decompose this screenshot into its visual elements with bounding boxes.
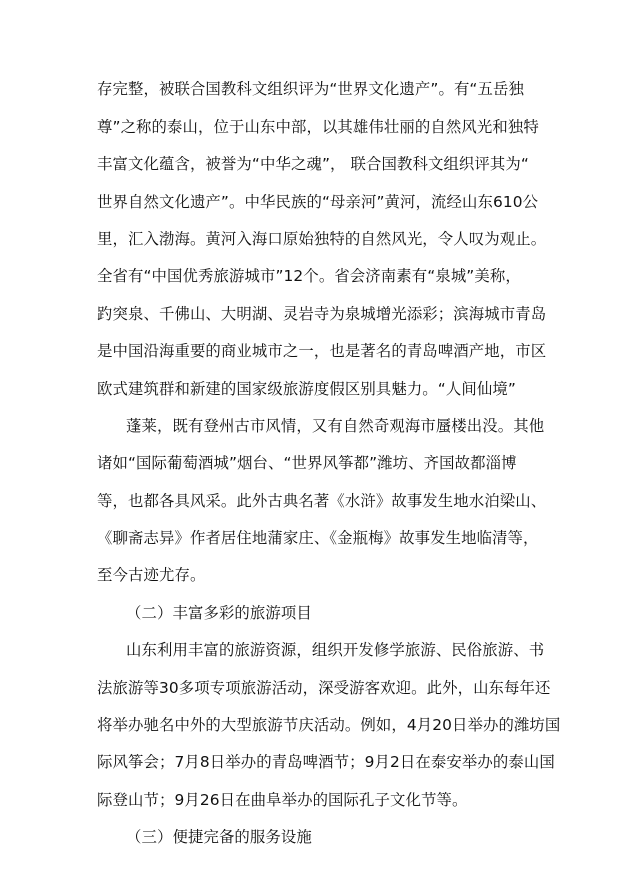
paragraph-line: 将举办驰名中外的大型旅游节庆活动。例如，4月20日举办的潍坊国: [97, 716, 561, 734]
paragraph-line: 尊”之称的泰山，位于山东中部，以其雄伟壮丽的自然风光和独特: [97, 118, 539, 136]
section-heading: （二）丰富多彩的旅游项目: [126, 604, 312, 622]
paragraph-line: 至今古迹尤存。: [97, 566, 206, 584]
paragraph-line: 丰富文化蕴含，被誉为“中华之魂”， 联合国教科文组织评其为“: [97, 155, 529, 173]
paragraph-line: 存完整，被联合国教科文组织评为“世界文化遗产”。有“五岳独: [97, 80, 524, 98]
paragraph-line: 际登山节；9月26日在曲阜举办的国际孔子文化节等。: [97, 791, 468, 809]
section-heading: （三）便捷完备的服务设施: [126, 828, 312, 846]
paragraph-line: 趵突泉、千佛山、大明湖、灵岩寺为泉城增光添彩；滨海城市青岛: [97, 305, 547, 323]
paragraph-line: 全省有“中国优秀旅游城市”12个。省会济南素有“泉城”美称，: [97, 267, 521, 285]
paragraph-line: 《聊斋志异》作者居住地蒲家庄、《金瓶梅》故事发生地临清等，: [97, 529, 539, 547]
paragraph-line: 际风筝会；7月8日举办的青岛啤酒节；9月2日在泰安举办的泰山国: [97, 753, 555, 771]
paragraph-line: 等，也都各具风采。此外古典名著《水浒》故事发生地水泊梁山、: [97, 492, 547, 510]
paragraph-line: 蓬莱，既有登州古市风情，又有自然奇观海市蜃楼出没。其他: [126, 417, 545, 435]
paragraph-line: 诸如“国际葡萄酒城”烟台、“世界风筝都”潍坊、齐国故都淄博: [97, 454, 517, 472]
paragraph-line: 法旅游等30多项专项旅游活动，深受游客欢迎。此外，山东每年还: [97, 679, 551, 697]
paragraph-line: 世界自然文化遗产”。中华民族的“母亲河”黄河，流经山东610公: [97, 193, 539, 211]
paragraph-line: 是中国沿海重要的商业城市之一，也是著名的青岛啤酒产地，市区: [97, 342, 547, 360]
paragraph-line: 里，汇入渤海。黄河入海口原始独特的自然风光，令人叹为观止。: [97, 230, 547, 248]
paragraph-line: 山东利用丰富的旅游资源，组织开发修学旅游、民俗旅游、书: [126, 641, 545, 659]
paragraph-line: 欧式建筑群和新建的国家级旅游度假区别具魅力。“人间仙境”: [97, 380, 516, 398]
